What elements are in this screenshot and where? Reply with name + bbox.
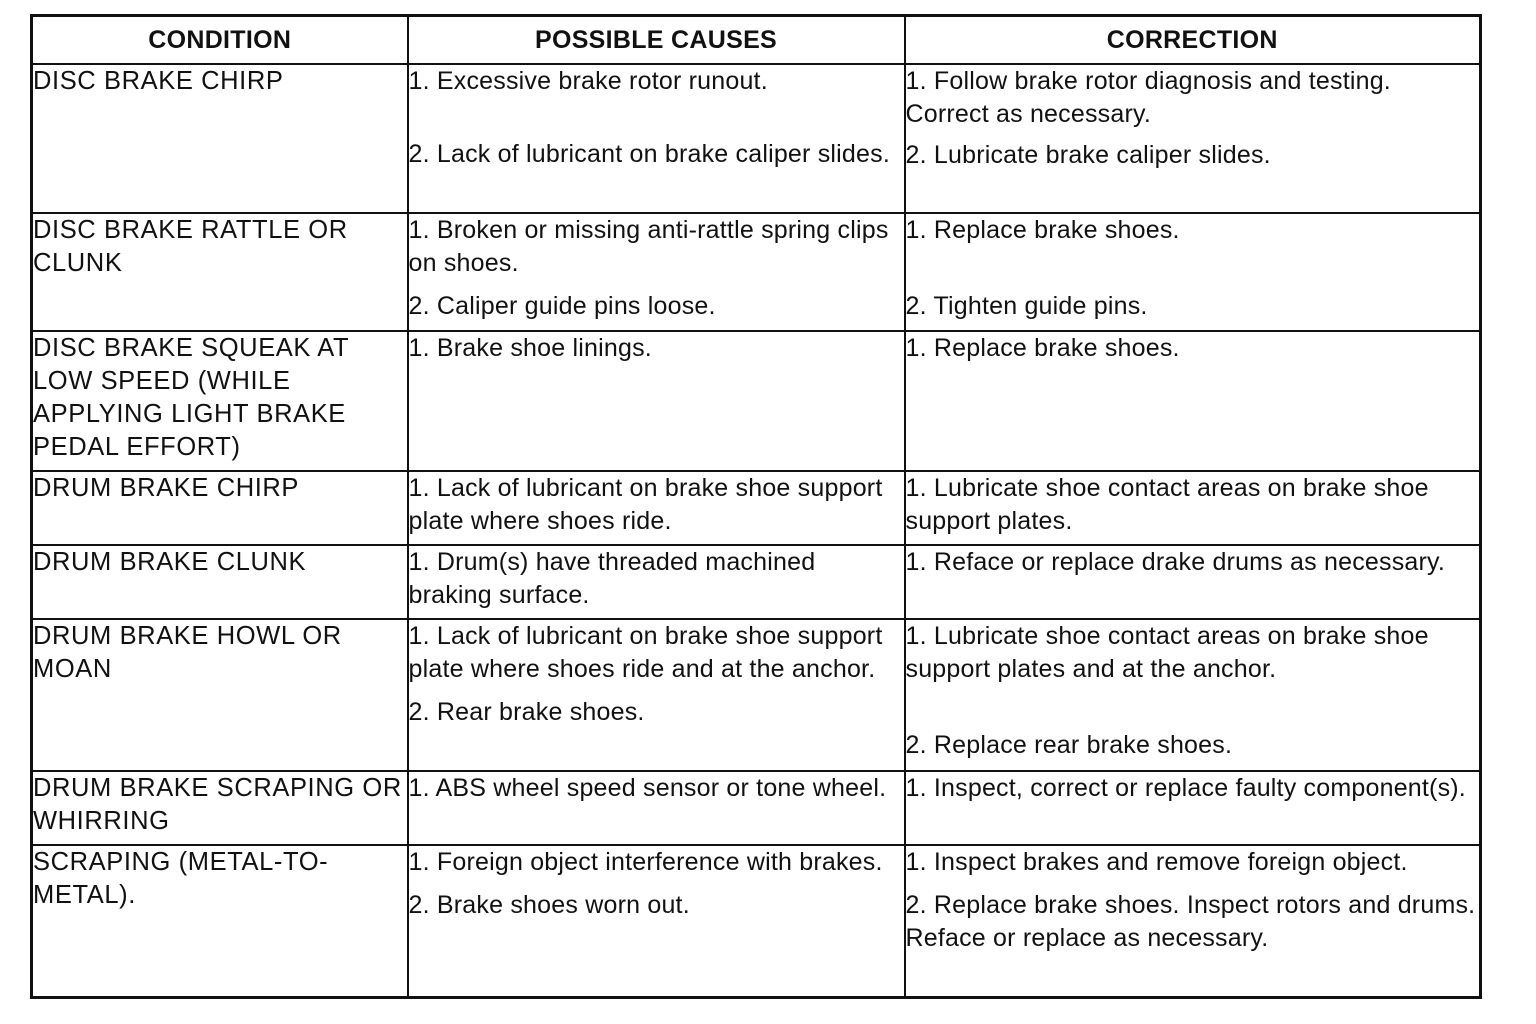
corrections-cell <box>905 471 1481 545</box>
correction-item: 1. Inspect brakes and remove foreign object. <box>905 848 1408 876</box>
corrections-cell <box>905 545 1481 619</box>
corrections-cell <box>905 331 1481 471</box>
condition-cell: DISC BRAKE RATTLE OR CLUNK <box>32 213 408 331</box>
table-row <box>32 471 1481 545</box>
header-possible-causes: POSSIBLE CAUSES <box>408 16 905 65</box>
correction-item: 1. Lubricate shoe contact areas on brake shoe support plates and at the anchor. <box>905 622 1429 683</box>
corrections-cell <box>905 771 1481 845</box>
causes-cell <box>408 331 905 471</box>
cause-item: 1. Lack of lubricant on brake shoe support plate where shoes ride. <box>408 474 883 535</box>
condition-cell: DISC BRAKE CHIRP <box>32 64 408 213</box>
corrections-cell <box>905 845 1481 998</box>
condition-cell: DISC BRAKE SQUEAK AT LOW SPEED (WHILE APPLYING LIGHT BRAKE PEDAL EFFORT) <box>32 331 408 471</box>
correction-item: 1. Reface or replace drake drums as necessary. <box>905 548 1446 576</box>
cause-item: 1. Broken or missing anti-rattle spring clips on shoes. <box>408 216 889 277</box>
corrections-cell <box>905 619 1481 771</box>
cause-item: 1. Lack of lubricant on brake shoe support plate where shoes ride and at the anchor. <box>408 622 883 683</box>
cause-item: 2. Rear brake shoes. <box>408 698 645 726</box>
cause-item: 2. Lack of lubricant on brake caliper slides. <box>408 140 890 168</box>
table-row <box>32 331 1481 471</box>
table-row <box>32 619 1481 771</box>
causes-cell <box>408 64 905 213</box>
causes-cell <box>408 771 905 845</box>
header-correction: CORRECTION <box>905 16 1481 65</box>
correction-item: 2. Replace rear brake shoes. <box>905 731 1233 759</box>
cause-item: 1. Brake shoe linings. <box>408 334 652 362</box>
condition-cell: DRUM BRAKE HOWL OR MOAN <box>32 619 408 771</box>
diagnosis-table <box>30 14 1482 999</box>
correction-item: 1. Replace brake shoes. <box>905 334 1180 362</box>
cause-item: 1. ABS wheel speed sensor or tone wheel. <box>408 774 887 802</box>
correction-item: 1. Inspect, correct or replace faulty component(s). <box>905 774 1466 802</box>
table-row <box>32 64 1481 213</box>
cause-item: 1. Foreign object interference with brakes. <box>408 848 883 876</box>
condition-cell: DRUM BRAKE CHIRP <box>32 471 408 545</box>
correction-item: 2. Tighten guide pins. <box>905 292 1148 320</box>
table-row <box>32 771 1481 845</box>
table-row <box>32 545 1481 619</box>
cause-item: 2. Caliper guide pins loose. <box>408 292 716 320</box>
corrections-cell <box>905 64 1481 213</box>
correction-item: 1. Lubricate shoe contact areas on brake shoe support plates. <box>905 474 1429 535</box>
correction-item: 1. Replace brake shoes. <box>905 216 1180 244</box>
condition-cell: DRUM BRAKE CLUNK <box>32 545 408 619</box>
corrections-cell <box>905 213 1481 331</box>
cause-item: 1. Excessive brake rotor runout. <box>408 67 768 95</box>
header-row <box>32 16 1481 65</box>
causes-cell <box>408 471 905 545</box>
cause-item: 1. Drum(s) have threaded machined braking surface. <box>408 548 816 609</box>
causes-cell <box>408 619 905 771</box>
table-row <box>32 845 1481 998</box>
causes-cell <box>408 213 905 331</box>
cause-item: 2. Brake shoes worn out. <box>408 891 690 919</box>
table-row <box>32 213 1481 331</box>
causes-cell <box>408 845 905 998</box>
causes-cell <box>408 545 905 619</box>
correction-item: 2. Replace brake shoes. Inspect rotors and drums. Reface or replace as necessary. <box>905 891 1476 952</box>
condition-cell: SCRAPING (METAL-TO-METAL). <box>32 845 408 998</box>
header-condition: CONDITION <box>32 16 408 65</box>
correction-item: 1. Follow brake rotor diagnosis and testing. Correct as necessary. <box>905 67 1391 128</box>
correction-item: 2. Lubricate brake caliper slides. <box>905 141 1271 169</box>
condition-cell: DRUM BRAKE SCRAPING OR WHIRRING <box>32 771 408 845</box>
